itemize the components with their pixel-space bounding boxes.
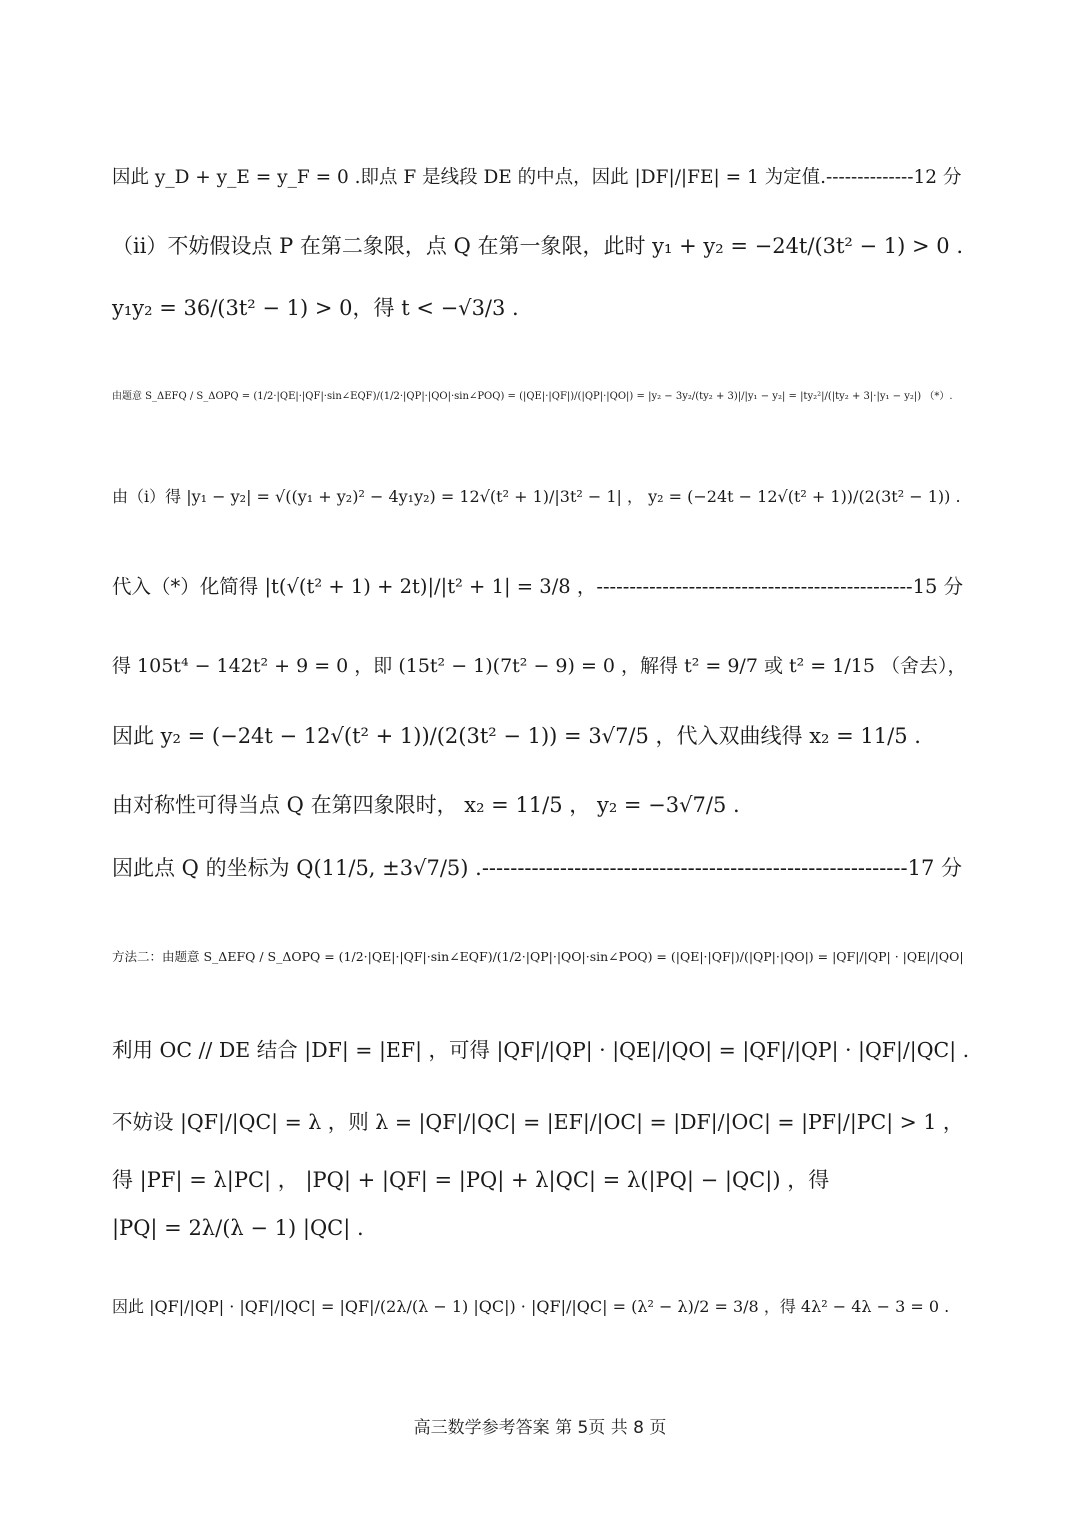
solution-line-10: 因此点 Q 的坐标为 Q(11/5, ±3√7/5) .------------------------------------------------------------17 分 — [112, 856, 962, 880]
solution-line-7: 得 105t⁴ − 142t² + 9 = 0 ，即 (15t² − 1)(7t² − 9) = 0 ，解得 t² = 9/7 或 t² = 1/15 （舍去）， — [112, 655, 967, 677]
solution-line-5: 由（i）得 |y₁ − y₂| = √((y₁ + y₂)² − 4y₁y₂) = 12√(t² + 1)/|3t² − 1| ， y₂ = (−24t − 12√(t² + 1))/(2(3t² − 1)) . — [112, 487, 961, 506]
page-footer: 高三数学参考答案 第 5页 共 8 页 — [413, 1418, 667, 1438]
solution-line-9: 由对称性可得当点 Q 在第四象限时， x₂ = 11/5 ， y₂ = −3√7/5 . — [112, 793, 740, 817]
solution-line-12: 利用 OC // DE 结合 |DF| = |EF| ，可得 |QF|/|QP| · |QE|/|QO| = |QF|/|QP| · |QF|/|QC| . — [112, 1038, 970, 1062]
solution-line-14: 得 |PF| = λ|PC| ， |PQ| + |QF| = |PQ| + λ|QC| = λ(|PQ| − |QC|) ，得 — [112, 1168, 830, 1192]
solution-line-16: 因此 |QF|/|QP| · |QF|/|QC| = |QF|/(2λ/(λ − 1) |QC|) · |QF|/|QC| = (λ² − λ)/2 = 3/8 ，得 4λ² − 4λ − 3 = 0 . — [112, 1297, 950, 1316]
solution-line-6: 代入（*）化简得 |t(√(t² + 1) + 2t)|/|t² + 1| = 3/8 ，------------------------------------------------15 分 — [112, 575, 964, 598]
solution-line-3: y₁y₂ = 36/(3t² − 1) > 0，得 t < −√3/3 . — [112, 296, 519, 320]
solution-line-13: 不妨设 |QF|/|QC| = λ ，则 λ = |QF|/|QC| = |EF|/|OC| = |DF|/|OC| = |PF|/|PC| > 1 ， — [112, 1110, 964, 1134]
solution-line-11: 方法二：由题意 S_ΔEFQ / S_ΔOPQ = (1/2·|QE|·|QF|·sin∠EQF)/(1/2·|QP|·|QO|·sin∠POQ) = (|QE|·|QF|)/(|QP|·|QO|) = |QF|/|QP| · |QE|/|QO| — [112, 949, 964, 964]
solution-line-15: |PQ| = 2λ/(λ − 1) |QC| . — [112, 1216, 364, 1240]
solution-line-4: 由题意 S_ΔEFQ / S_ΔOPQ = (1/2·|QE|·|QF|·sin∠EQF)/(1/2·|QP|·|QO|·sin∠POQ) = (|QE|·|QF|)/(|QP|·|QO|) = |y₂ − 3y₂/(ty₂ + 3)|/|y₁ − y₂| = |ty₂²|/(|ty₂ + 3|·|y₁ − y₂|) （*）. — [112, 391, 953, 402]
solution-line-2: （ii）不妨假设点 P 在第二象限，点 Q 在第一象限，此时 y₁ + y₂ = −24t/(3t² − 1) > 0 . — [112, 234, 964, 258]
solution-line-8: 因此 y₂ = (−24t − 12√(t² + 1))/(2(3t² − 1)) = 3√7/5 ，代入双曲线得 x₂ = 11/5 . — [112, 724, 921, 748]
solution-line-1: 因此 y_D + y_E = y_F = 0 .即点 F 是线段 DE 的中点，因此 |DF|/|FE| = 1 为定值.--------------12 分 — [112, 167, 962, 188]
